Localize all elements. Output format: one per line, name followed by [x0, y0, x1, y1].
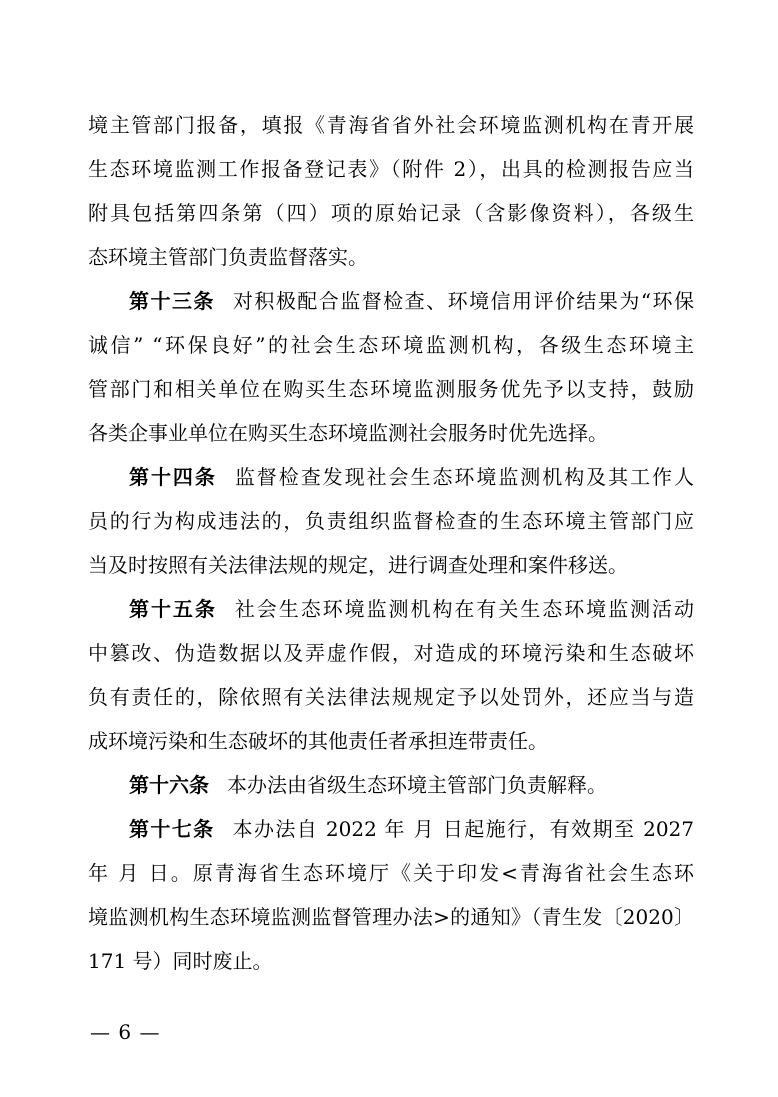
text-line: 成环境污染和生态破坏的其他责任者承担连带责任。: [88, 729, 548, 753]
text-line: 态环境主管部门负责监督落实。: [88, 245, 368, 269]
article-14: [88, 455, 694, 587]
text-span: 社会生态环境监测机构在有关生态环境监测活动: [234, 597, 695, 621]
article-first-line: [88, 279, 694, 323]
text-line: 171 号）同时废止。: [88, 949, 273, 973]
text-line: 生态环境监测工作报备登记表》（附件 2），出具的检测报告应当: [88, 157, 694, 181]
text-line: 附具包括第四条第（四）项的原始记录（含影像资料），各级生: [88, 201, 694, 225]
text-span: 监督检查发现社会生态环境监测机构及其工作人: [234, 465, 695, 489]
text-span: 本办法由省级生态环境主管部门负责解释。: [227, 773, 607, 797]
article-16: [88, 763, 694, 807]
article-first-line: [88, 455, 694, 499]
text-span: 对积极配合监督检查、环境信用评价结果为“环保: [232, 289, 694, 313]
article-label: 第十六条: [129, 773, 209, 797]
article-label: 第十三条: [129, 289, 215, 313]
article-label: 第十七条: [129, 817, 215, 841]
text-span: 本办法自 2022 年 月 日起施行，有效期至 2027: [232, 817, 695, 841]
text-line: 中篡改、伪造数据以及弄虚作假，对造成的环境污染和生态破坏: [88, 641, 694, 665]
article-13: [88, 279, 694, 455]
article-17: [88, 807, 694, 983]
text-line: 境监测机构生态环境监测监督管理办法>的通知》（青生发〔2020〕: [88, 905, 694, 929]
article-first-line: [88, 763, 694, 807]
article-label: 第十五条: [129, 597, 217, 621]
text-line: 员的行为构成违法的，负责组织监督检查的生态环境主管部门应: [88, 509, 694, 533]
article-15: [88, 587, 694, 763]
page-number: — 6 —: [90, 1020, 161, 1044]
text-line: 管部门和相关单位在购买生态环境监测服务优先予以支持，鼓励: [88, 377, 694, 401]
article-first-line: [88, 587, 694, 631]
paragraph-continuation: [88, 103, 694, 279]
text-line: 境主管部门报备，填报《青海省省外社会环境监测机构在青开展: [88, 113, 694, 137]
text-line: 年 月 日。原青海省生态环境厅《关于印发<青海省社会生态环: [88, 861, 694, 885]
text-line: 负有责任的，除依照有关法律法规规定予以处罚外，还应当与造: [88, 685, 694, 709]
text-line: 诚信” “环保良好”的社会生态环境监测机构，各级生态环境主: [88, 333, 694, 357]
article-first-line: [88, 807, 694, 851]
document-body: [88, 103, 694, 983]
text-line: 各类企事业单位在购买生态环境监测社会服务时优先选择。: [88, 421, 608, 445]
text-line: 当及时按照有关法律法规的规定，进行调查处理和案件移送。: [88, 553, 628, 577]
article-label: 第十四条: [129, 465, 217, 489]
